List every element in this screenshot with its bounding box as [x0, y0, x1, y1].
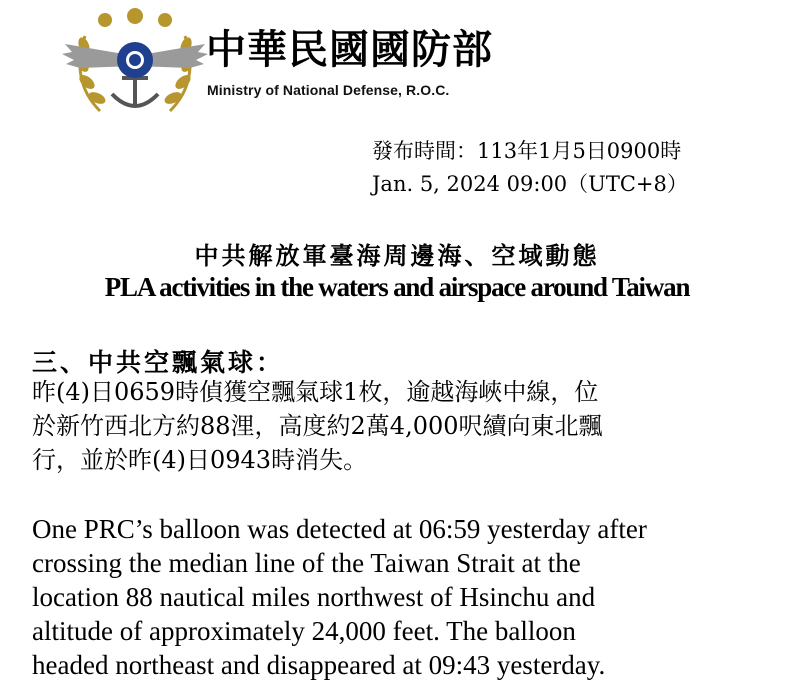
body-line-en: headed northeast and disappeared at 09:43 yesterday. [32, 650, 606, 680]
ministry-emblem [60, 6, 210, 124]
body-text-en [32, 512, 772, 682]
sun-emblem-icon [117, 42, 153, 78]
body-text-zh [32, 375, 772, 477]
document-title-zh: 中共解放軍臺海周邊海、空域動態 [194, 241, 600, 270]
org-name-en: Ministry of National Defense, R.O.C. [207, 82, 450, 98]
body-line-en: altitude of approximately 24,000 feet. The balloon [32, 616, 576, 646]
body-line-en: One PRC’s balloon was detected at 06:59 yesterday after [32, 514, 647, 544]
body-line-zh: 行，並於昨(4)日0943時消失。 [32, 446, 368, 474]
release-time-en: Jan. 5, 2024 09:00（UTC+8） [372, 172, 688, 196]
document-title-en: PLA activities in the waters and airspace around Taiwan [104, 272, 690, 302]
section-heading: 三、中共空飄氣球： [32, 348, 285, 377]
org-name-zh: 中華民國國防部 [206, 27, 493, 73]
emblem-icon [60, 6, 210, 124]
release-time-zh: 發布時間：113年1月5日0900時 [372, 139, 682, 163]
body-line-zh: 昨(4)日0659時偵獲空飄氣球1枚，逾越海峽中線，位 [32, 378, 599, 406]
body-line-zh: 於新竹西北方約88浬，高度約2萬4,000呎續向東北飄 [32, 412, 603, 440]
body-line-en: crossing the median line of the Taiwan Strait at the [32, 548, 581, 578]
body-line-en: location 88 nautical miles northwest of Hsinchu and [32, 582, 596, 612]
